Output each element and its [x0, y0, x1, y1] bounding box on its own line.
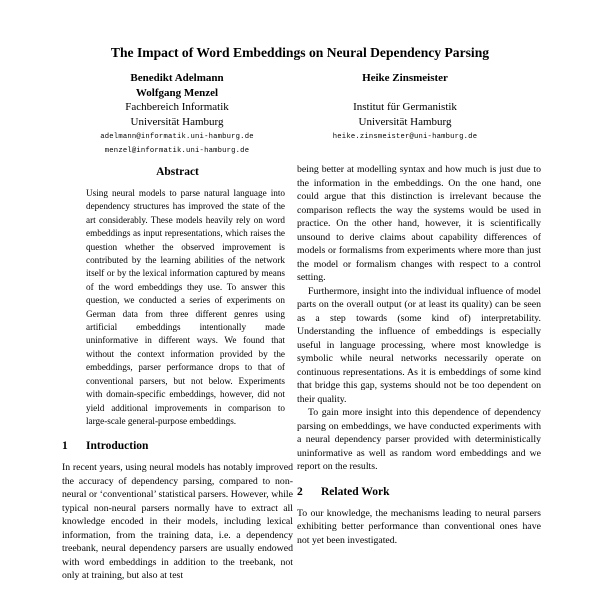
body-paragraph-1: being better at modelling syntax and how much is just due to the information in the embeddings. On the one hand, one could argue that this distinction is irrelevant because the comparison reflects the way the systems would be used in practice. On the other hand, however, it is scientifically unsound to derive claims about capability differences of models or formalisms from experiments where more than just the model or formalism changes with respect to a control setting.	[297, 164, 541, 283]
author-name-benedikt-adelmann: Benedikt Adelmann	[130, 72, 224, 84]
abstract-heading: Abstract	[156, 166, 199, 178]
author-email-menzel: menzel@informatik.uni-hamburg.de	[104, 147, 250, 156]
author-blocks	[0, 71, 600, 161]
author-block-spacer	[290, 86, 520, 101]
right-column	[297, 163, 541, 600]
introduction-paragraph: In recent years, using neural models has notably improved the accuracy of dependency parsing, compared to non-neural or ‘conventional’ statistical parsers. However, while typical non-neural parsers normally have to extract all knowledge encoded in their models, including lexical information, from the training data, i.e. a dependency treebank, neural dependency parsers are usually endowed with word embeddings in addition to the treebank, not only at training, but also at test	[62, 462, 293, 582]
author-email-adelmann: adelmann@informatik.uni-hamburg.de	[100, 132, 254, 141]
section-title: Introduction	[86, 440, 149, 453]
section-number: 2	[297, 485, 303, 498]
author-block-right	[290, 71, 520, 144]
section-title: Related Work	[321, 485, 390, 498]
abstract-text: Using neural models to parse natural language into dependency structures has improved the state of the art considerably. These models heavily rely on word embeddings as input representations, which raises the question whether the observed improvement is contributed by the learning abilities of the network itself or by the lexical information captured by means of the word embeddings they use. To answer this question, we conducted a series of experiments on German data from three different genres using artificial embeddings intentionally made uninformative in different ways. We found that without the context information provided by the embeddings, parser performance drops to that of conventional parsers, but not below. Experiments with domain-specific embeddings, however, did not yield additional improvements in comparison to large-scale general-purpose embeddings.	[86, 188, 285, 426]
body-paragraph-3: To gain more insight into this dependence of dependency parsing on embeddings, we have conducted experiments with a neural dependency parser provided with deterministically uninformative as well as random word embeddings and we report on the results.	[297, 407, 541, 472]
related-work-paragraph: To our knowledge, the mechanisms leading to neural parsers exhibiting better performance than conventional ones have not yet been investigated.	[297, 507, 541, 546]
section-heading-related-work	[297, 486, 541, 498]
author-affiliation-university: Universität Hamburg	[130, 116, 224, 129]
author-affiliation-department: Fachbereich Informatik	[125, 101, 229, 114]
paper-title: The Impact of Word Embeddings on Neural Dependency Parsing	[110, 45, 490, 60]
author-name-heike-zinsmeister: Heike Zinsmeister	[362, 72, 448, 84]
section-heading-introduction	[62, 440, 293, 452]
section-number: 1	[62, 440, 68, 453]
author-affiliation-university: Universität Hamburg	[358, 116, 452, 129]
left-column	[62, 166, 293, 600]
author-email-zinsmeister: heike.zinsmeister@uni-hamburg.de	[332, 132, 478, 141]
body-paragraph-2: Furthermore, insight into the individual influence of model parts on the overall output (or at least its quality) can be seen as a step towards (some kind of) interpretability. Understanding the influence of embeddings is especially useful in language processing, where most knowledge is symbolic while neural networks necessarily operate on continuous representations. As it is embeddings of some kind that bridge this gap, systems should not be too dependent on their quality.	[297, 285, 541, 405]
author-name-wolfgang-menzel: Wolfgang Menzel	[135, 86, 219, 99]
author-block-left	[62, 71, 292, 159]
author-affiliation-department: Institut für Germanistik	[353, 101, 457, 114]
